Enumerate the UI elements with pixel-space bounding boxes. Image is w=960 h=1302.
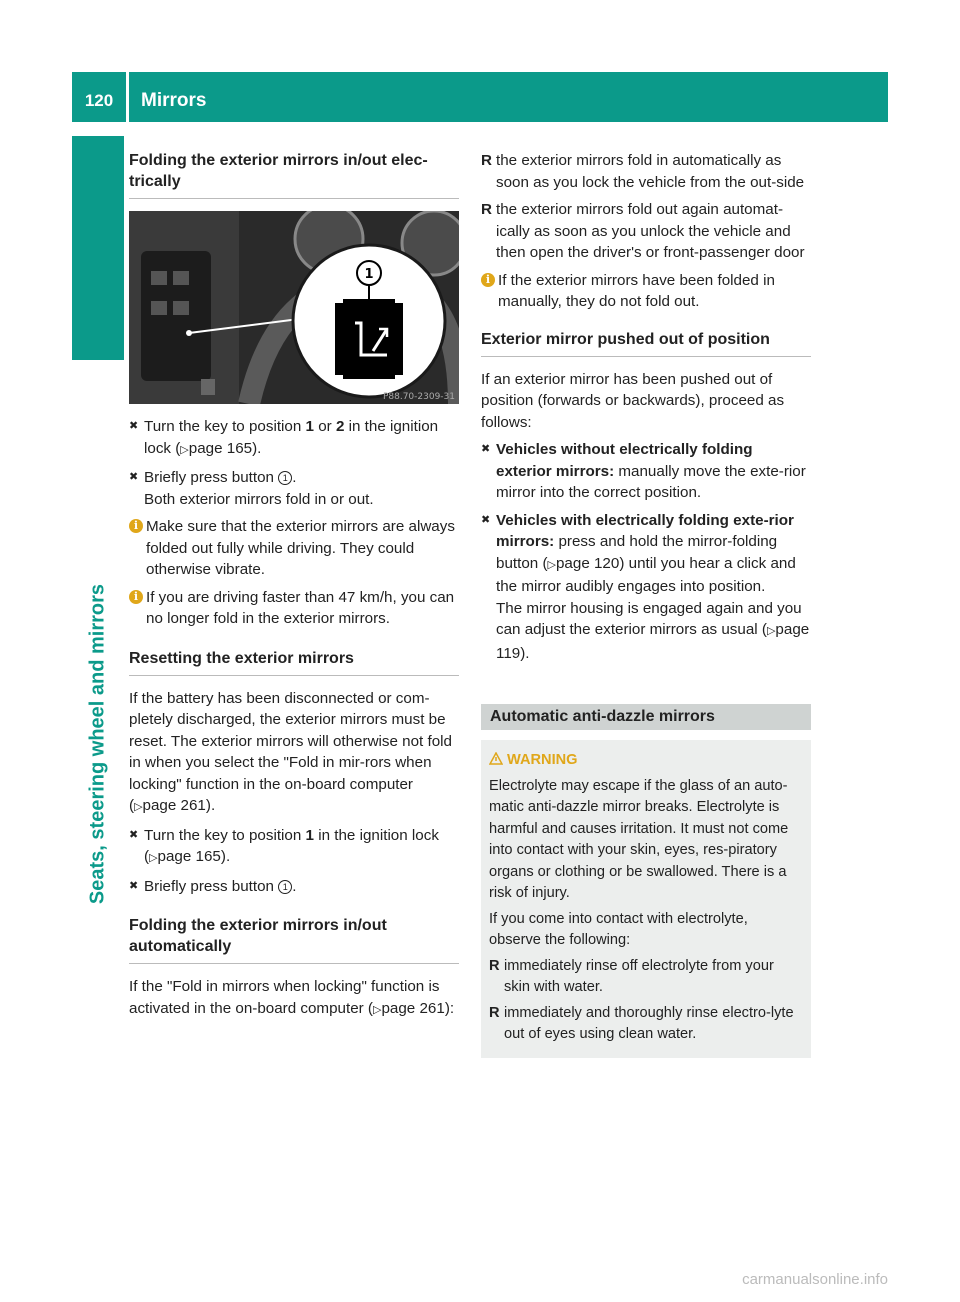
info-icon: i	[481, 273, 495, 287]
page-ref-icon: ▷	[134, 801, 143, 813]
step-arrow-icon: ✖	[129, 471, 139, 483]
side-tab-block	[72, 136, 124, 360]
page-number: 120	[84, 91, 114, 110]
warning-title: WARNING	[489, 750, 803, 772]
divider	[129, 963, 459, 964]
info-icon: i	[129, 590, 143, 604]
photo-code: P88.70-2309-31	[382, 392, 455, 402]
heading-resetting: Resetting the exterior mirrors	[129, 649, 354, 667]
step-arrow-icon: ✖	[129, 879, 139, 892]
step-without-electric: ✖ Vehicles without electrically folding exterior mirrors: manually move the exte-rior mirror into the correct position.	[481, 441, 806, 501]
info-note: i Make sure that the exterior mirrors are always folded out fully while driving. They could otherwise vibrate.	[129, 516, 459, 581]
warning-triangle-icon	[489, 752, 503, 765]
divider	[481, 356, 811, 357]
step-arrow-icon: ✖	[481, 513, 491, 526]
step-turn-key: ✖ Turn the key to position 1 or 2 in the ignition lock (▷page 165).	[129, 418, 439, 457]
right-column	[481, 150, 811, 1058]
page-ref-icon: ▷	[766, 625, 776, 637]
bullet-icon: R	[481, 201, 492, 218]
section-title-anti-dazzle: Automatic anti-dazzle mirrors	[481, 704, 811, 730]
divider	[129, 198, 459, 199]
step-press-button: ✖ Briefly press button 1 .	[129, 876, 459, 898]
left-column	[129, 150, 459, 1027]
bullet-icon: R	[481, 152, 492, 169]
info-note: i If you are driving faster than 47 km/h, you can no longer fold in the exterior mirrors.	[129, 587, 459, 630]
pushed-paragraph: If an exterior mirror has been pushed out of position (forwards or backwards), proceed as follows:	[481, 370, 785, 431]
list-item: R the exterior mirrors fold in automatically as soon as you lock the vehicle from the out-side	[481, 152, 805, 191]
list-item: R immediately rinse off electrolyte from your skin with water.	[489, 957, 774, 995]
step-press-button: ✖ Briefly press button 1 . Both exterior mirrors fold in or out.	[129, 469, 374, 508]
warning-paragraph: Electrolyte may escape if the glass of an auto-matic anti-dazzle mirror breaks. Electrolyte is harmful and causes irritation. It must not come into contact with your skin, eyes, res-piratory organs or clothing or be swallowed. There is a risk of injury.	[489, 777, 789, 901]
warning-box	[481, 740, 811, 1058]
bullet-icon: R	[489, 957, 500, 974]
warning-paragraph: If you come into contact with electrolyte, observe the following:	[489, 910, 748, 948]
reset-paragraph: If the battery has been disconnected or com-pletely discharged, the exterior mirrors must be reset. The exterior mirrors will otherwise not fold in when you select the "Fold in mir-rors when locking" function in the on-board computer (▷page 261).	[129, 689, 452, 814]
heading-folding-auto: Folding the exterior mirrors in/out automatically	[129, 917, 387, 955]
divider	[129, 675, 459, 676]
page-ref-icon: ▷	[180, 443, 189, 456]
footer-watermark: carmanualsonline.info	[742, 1271, 888, 1288]
step-turn-key: ✖ Turn the key to position 1 in the ignition lock (▷page 165).	[129, 826, 439, 865]
page-header	[72, 72, 888, 122]
step-arrow-icon: ✖	[129, 420, 139, 432]
bullet-icon: R	[489, 1004, 500, 1021]
page-ref-icon: ▷	[372, 1003, 382, 1016]
step-arrow-icon: ✖	[481, 443, 491, 455]
list-item: R immediately and thoroughly rinse electro-lyte out of eyes using clean water.	[489, 1004, 794, 1042]
page-ref-icon: ▷	[547, 558, 556, 571]
callout-number: 1	[278, 880, 292, 894]
list-item: R the exterior mirrors fold out again automat-ically as soon as you unlock the vehicle and then open the driver's or front-passenger door	[481, 201, 805, 261]
chapter-title: Mirrors	[141, 90, 207, 111]
heading-pushed-out: Exterior mirror pushed out of position	[481, 330, 770, 348]
info-icon: i	[129, 519, 143, 533]
door-control-photo	[129, 211, 459, 404]
heading-folding-electric: Folding the exterior mirrors in/out elec-trically	[129, 152, 428, 190]
page-ref-icon: ▷	[149, 852, 158, 864]
step-with-electric: ✖ Vehicles with electrically folding exte-rior mirrors: press and hold the mirror-folding button (▷page 120) until you hear a click and the mirror audibly engages into position. The mirror housing is engaged again and you can adjust the exterior mirrors as usual (▷page 119).	[481, 511, 810, 662]
side-chapter-label: Seats, steering wheel and mirrors	[86, 583, 109, 905]
header-separator	[126, 72, 129, 122]
photo-callout: 1	[364, 267, 374, 282]
step-arrow-icon: ✖	[129, 828, 139, 841]
callout-number: 1	[278, 471, 292, 485]
info-note: i If the exterior mirrors have been folded in manually, they do not fold out.	[481, 270, 811, 313]
auto-paragraph: If the "Fold in mirrors when locking" function is activated in the on-board computer (▷page 261):	[129, 978, 455, 1017]
